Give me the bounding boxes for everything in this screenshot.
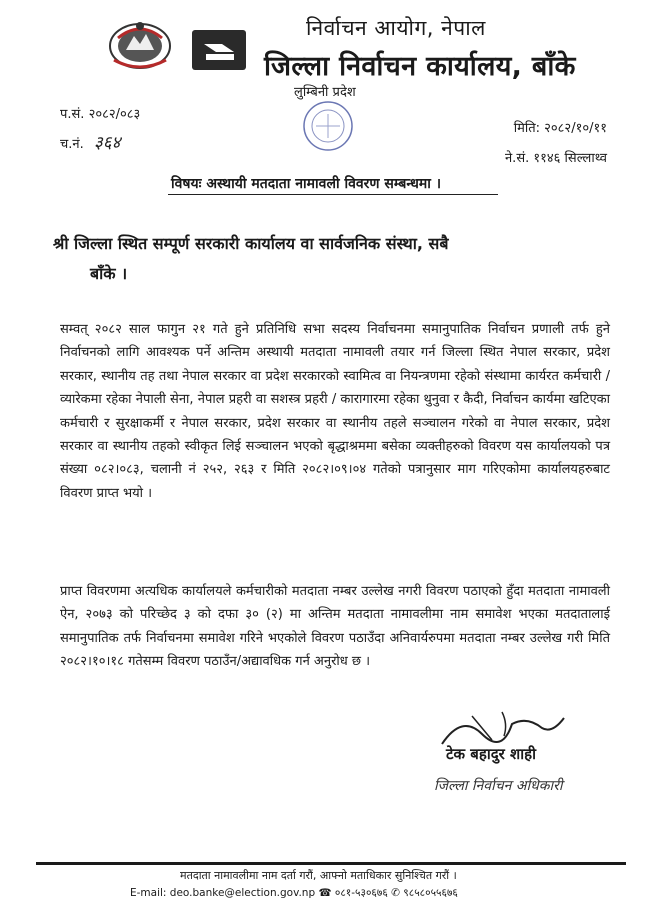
letter-subject: विषयः अस्थायी मतदाता नामावली विवरण सम्बन्धमा । — [171, 176, 442, 192]
footer-divider — [36, 862, 626, 865]
letter-number: प.सं. २०८२/०८३ — [60, 107, 141, 122]
nepal-era-date: ने.सं. ११४६ सिल्लाथ्व — [504, 151, 607, 166]
signatory-name: टेक बहादुर शाही — [446, 745, 536, 763]
commission-name: निर्वाचन आयोग, नेपाल — [306, 16, 486, 40]
ballot-box-icon — [192, 30, 246, 70]
election-commission-logo — [192, 30, 246, 70]
subject-underline — [168, 194, 498, 195]
office-name: जिल्ला निर्वाचन कार्यालय, बाँके — [264, 51, 576, 82]
body-paragraph-1: सम्वत् २०८२ साल फागुन २१ गते हुने प्रतिनिधि सभा सदस्य निर्वाचनमा समानुपातिक निर्वाचन प्रणाली तर्फ हुने निर्वाचनको लागि आवश्यक पर्ने अन्तिम अस्थायी मतदाता नामावली तयार गर्न जिल्ला स्थित नेपाल सरकार, प्रदेश सरकार, स्थानीय तह तथा नेपाल सरकार वा प्रदेश सरकारको स्वामित्व वा नियन्त्रणमा रहेको संस्थामा कार्यरत कर्मचारी / व्यारेकमा रहेका नेपाली सेना, नेपाल प्रहरी वा सशस्त्र प्रहरी / कारागारमा रहेका थुनुवा र कैदी, निर्वाचन कार्यमा खटिएका कर्मचारी र सुरक्षाकर्मी र नेपाल सरकार, प्रदेश सरकार वा स्थानीय तहले सञ्चालन गरेको वा नेपाल सरकार, प्रदेश सरकार वा स्थानीय तहको स्वीकृत लिई सञ्चालन भएको बृद्धाश्रममा बसेका व्यक्तीहरुको विवरण यस कार्यालयको पत्र संख्या ०८२।०८३, चलानी नं २५२, २६३ र मिति २०८२।०९।०४ गतेको पत्रानुसार माग गरिएकोमा कार्यालयहरुबाट विवरण प्राप्त भयो । — [60, 322, 610, 501]
office-stamp — [286, 96, 370, 166]
footer-contact: E-mail: deo.banke@election.gov.np ☎ ०८१-५३०६७६ ✆ ९८५८०५५६७६ — [130, 887, 458, 899]
dispatch-number: ३६४ — [93, 133, 121, 153]
signatory-title: जिल्ला निर्वाचन अधिकारी — [434, 778, 563, 794]
body-paragraph-2: प्राप्त विवरणमा अत्यधिक कार्यालयले कर्मचारीको मतदाता नम्बर उल्लेख नगरी विवरण पठाएको हुँदा मतदाता नामावली ऐन, २०७३ को परिच्छेद ३ को दफा ३० (२) मा अन्तिम मतदाता नामावलीमा नाम समावेश भएका मतदातालाई समानुपातिक तर्फ निर्वाचनमा समावेश गरिने भएकोले विवरण पठाउँदा अनिवार्यरुपमा मतदाता नम्बर उल्लेख गरी मिति २०८२।१०।१८ गतेसम्म विवरण पठाउँन/अद्यावधिक गर्न अनुरोध छ । — [60, 584, 610, 670]
province-name: लुम्बिनी प्रदेश — [294, 85, 356, 100]
nepal-emblem-icon — [104, 16, 176, 72]
recipient-line-1: श्री जिल्ला स्थित सम्पूर्ण सरकारी कार्यालय वा सार्वजनिक संस्था, सबै — [53, 234, 449, 253]
footer-tagline: मतदाता नामावलीमा नाम दर्ता गरौं, आफ्नो मताधिकार सुनिश्चित गरौं । — [180, 869, 457, 882]
letter-date: मिति: २०८२/१०/११ — [513, 121, 607, 136]
dispatch-label: च.नं. — [60, 137, 84, 152]
dispatch-line — [60, 130, 120, 153]
recipient-line-2: बाँके । — [90, 264, 128, 283]
